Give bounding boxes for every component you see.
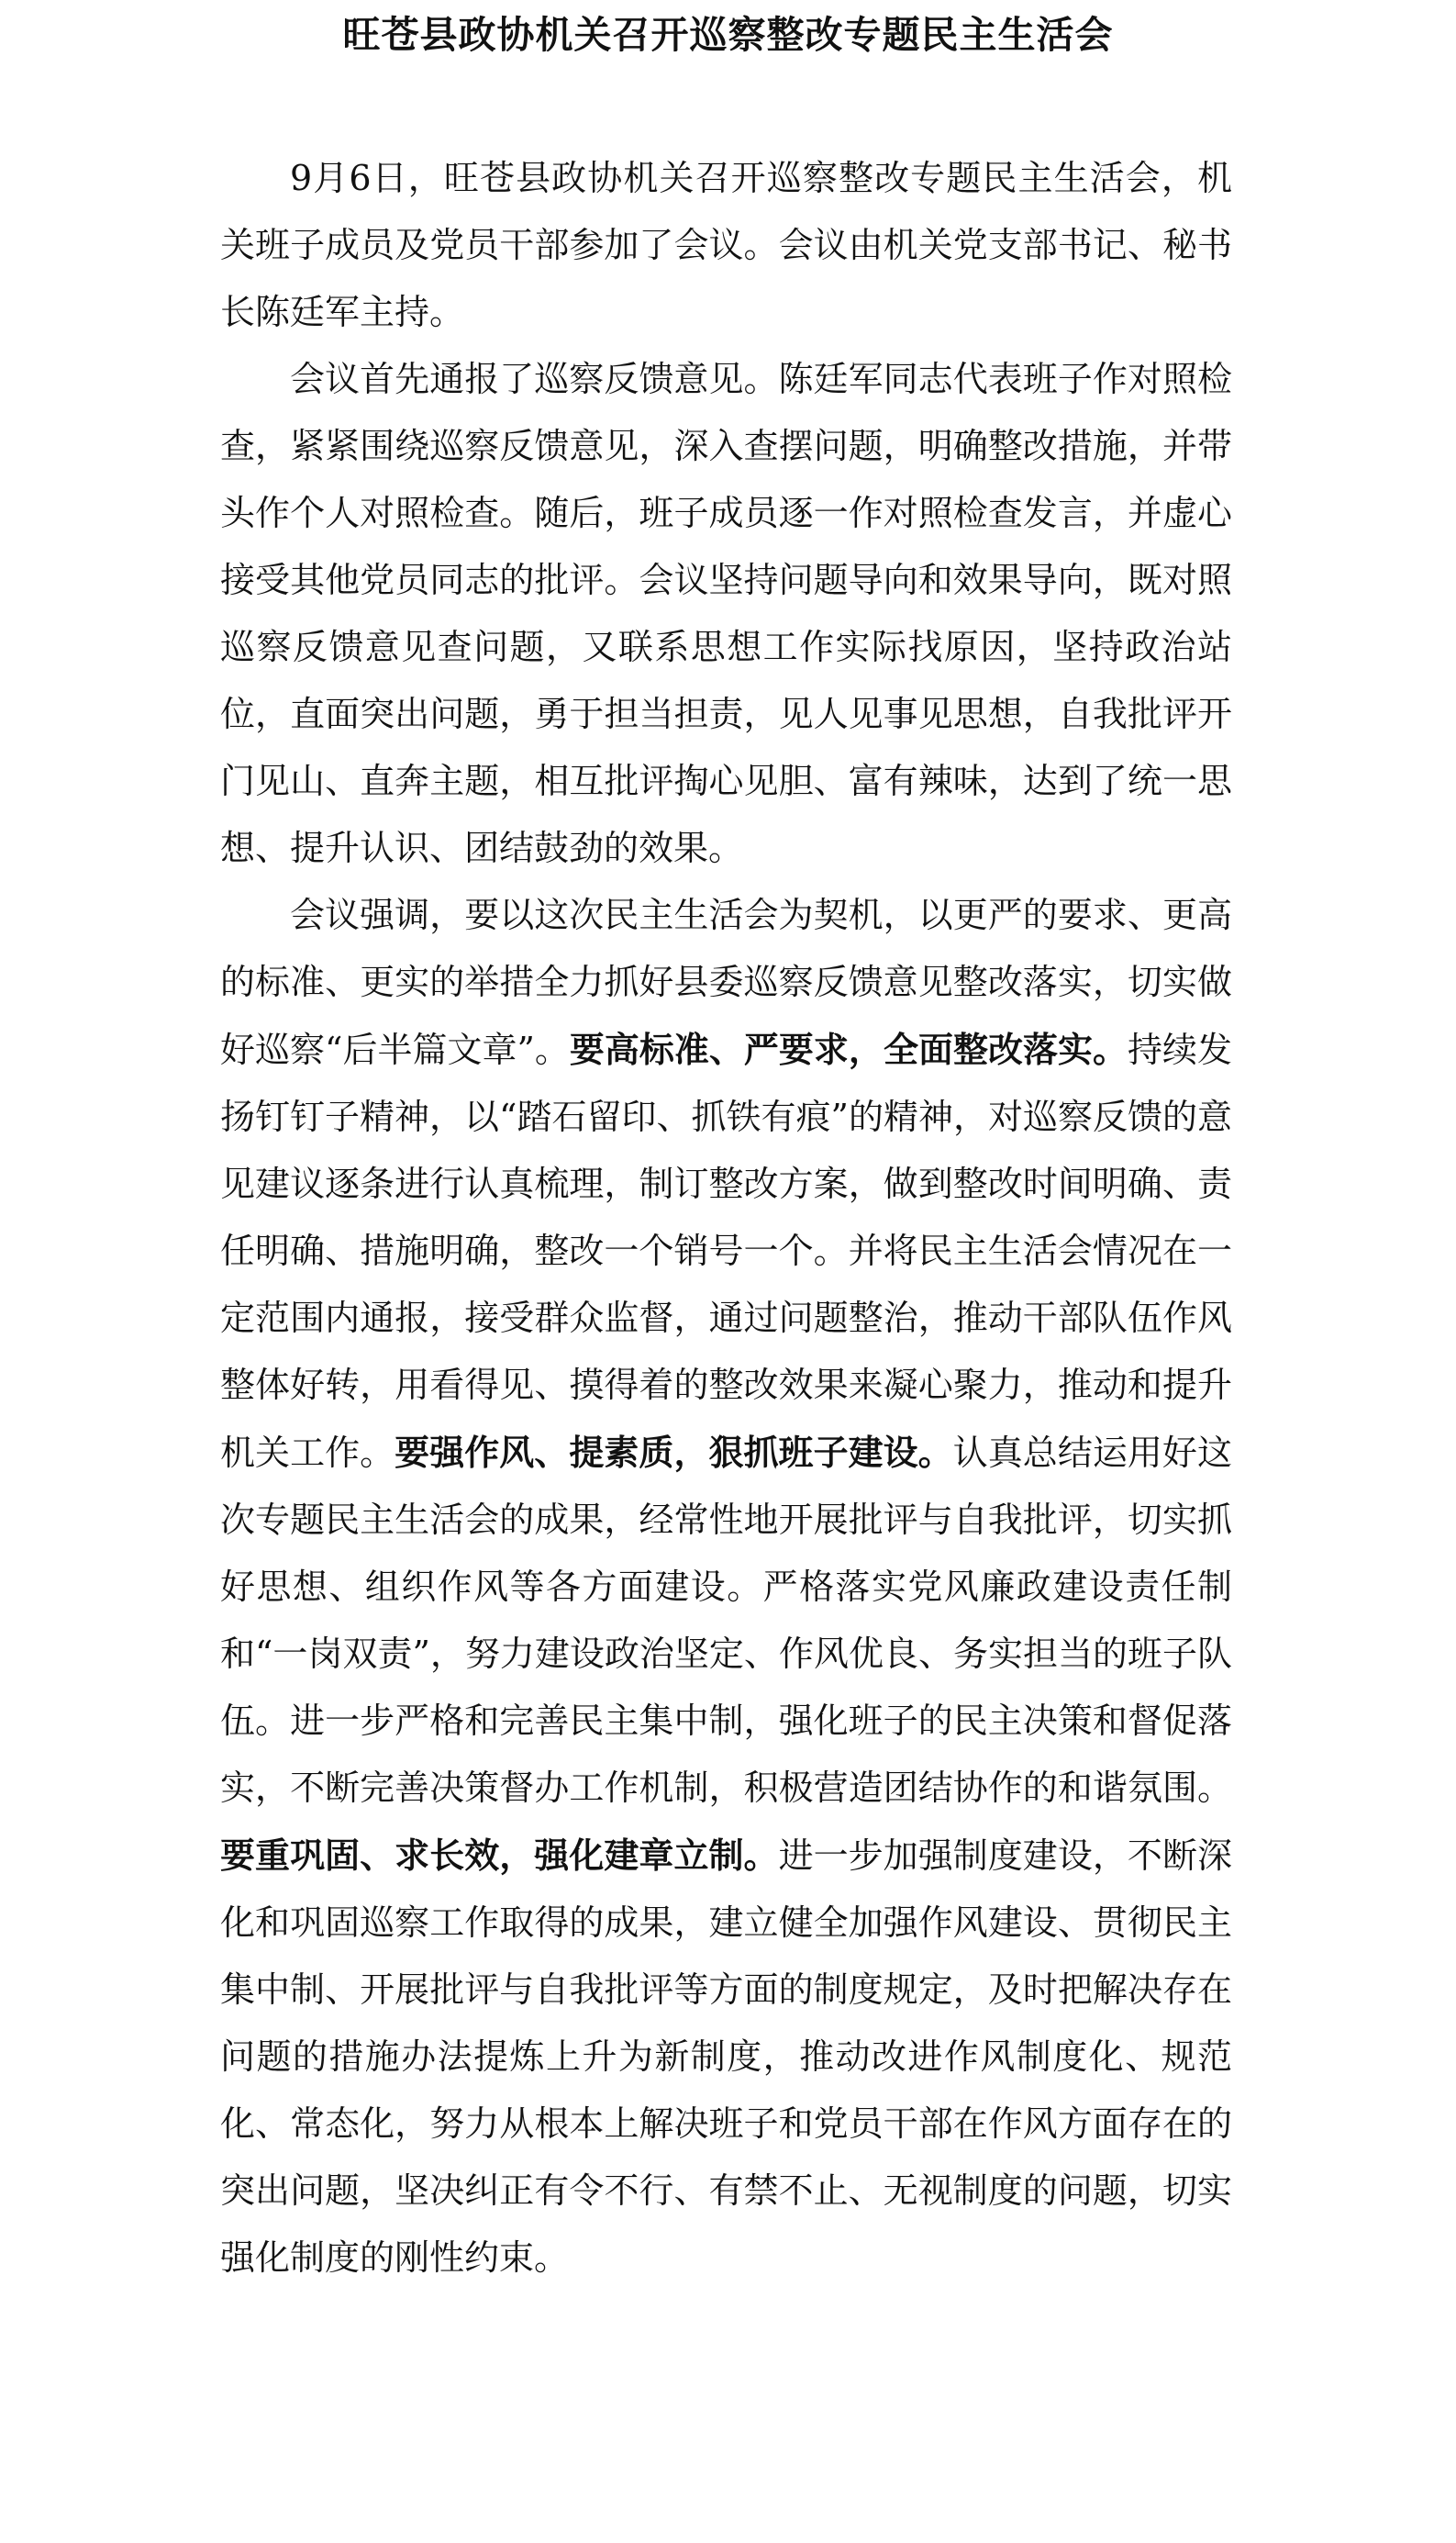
article-body	[220, 145, 1232, 2292]
point-1-heading: 要高标准、严要求，全面整改落实。	[569, 1029, 1128, 1070]
article-title: 旺苍县政协机关召开巡察整改专题民主生活会	[342, 13, 1114, 57]
point-3-text: 进一步加强制度建设，不断深化和巩固巡察工作取得的成果，建立健全加强作风建设、贯彻民主集中制、开展批评与自我批评等方面的制度规定，及时把解决存在问题的措施办法提炼上升为新制度，推动改进作风制度化、规范化、常态化，努力从根本上解决班子和党员干部在作风方面存在的突出问题，坚决纠正有令不行、有禁不止、无视制度的问题，切实强化制度的刚性约束。	[220, 1835, 1232, 2278]
paragraph-1: 9月6日，旺苍县政协机关召开巡察整改专题民主生活会，机关班子成员及党员干部参加了会议。会议由机关党支部书记、秘书长陈廷军主持。	[220, 158, 1232, 332]
paragraph-2: 会议首先通报了巡察反馈意见。陈廷军同志代表班子作对照检查，紧紧围绕巡察反馈意见，深入查摆问题，明确整改措施，并带头作个人对照检查。随后，班子成员逐一作对照检查发言，并虚心接受其他党员同志的批评。会议坚持问题导向和效果导向，既对照巡察反馈意见查问题，又联系思想工作实际找原因，坚持政治站位，直面突出问题，勇于担当担责，见人见事见思想，自我批评开门见山、直奔主题，相互批评掏心见胆、富有辣味，达到了统一思想、提升认识、团结鼓劲的效果。	[220, 359, 1232, 868]
point-3-heading: 要重巩固、求长效，强化建章立制。	[220, 1835, 779, 1876]
paragraph-3-intro: 会议强调，要以这次民主生活会为契机，以更严的要求、更高的标准、更实的举措全力抓好县委巡察反馈意见整改落实，切实做好巡察“后半篇文章”。	[220, 895, 1232, 1070]
paragraph-3	[220, 882, 1232, 2292]
point-1-text: 持续发扬钉钉子精神，以“踏石留印、抓铁有痕”的精神，对巡察反馈的意见建议逐条进行认真梳理，制订整改方案，做到整改时间明确、责任明确、措施明确，整改一个销号一个。并将民主生活会情况在一定范围内通报，接受群众监督，通过问题整治，推动干部队伍作风整体好转，用看得见、摸得着的整改效果来凝心聚力，推动和提升机关工作。	[220, 1030, 1232, 1473]
point-2-text: 认真总结运用好这次专题民主生活会的成果，经常性地开展批评与自我批评，切实抓好思想、组织作风等各方面建设。严格落实党风廉政建设责任制和“一岗双责”，努力建设政治坚定、作风优良、务实担当的班子队伍。进一步严格和完善民主集中制，强化班子的民主决策和督促落实，不断完善决策督办工作机制，积极营造团结协作的和谐氛围。	[220, 1433, 1232, 1808]
point-2-heading: 要强作风、提素质，狠抓班子建设。	[395, 1432, 953, 1473]
